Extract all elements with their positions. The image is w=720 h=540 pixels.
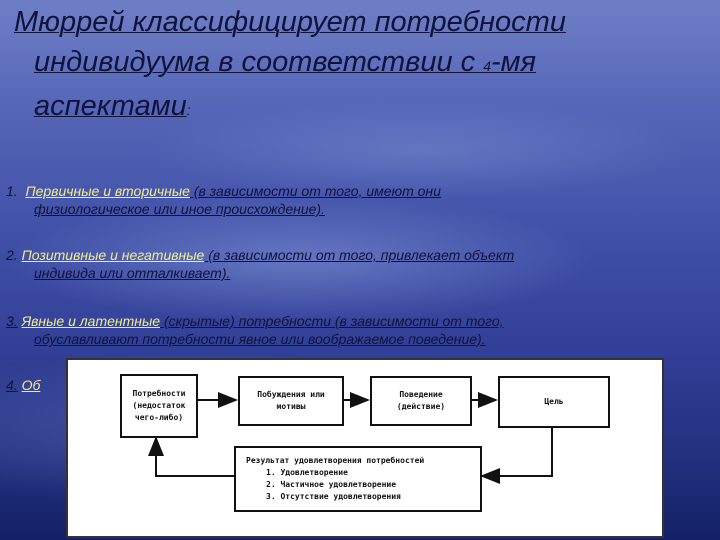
list-item-1: [6, 182, 706, 218]
item-number: 3.: [6, 313, 18, 329]
item-text-cont: физиологическое или иное происхождение).: [34, 201, 325, 217]
list-item-2: [6, 246, 706, 282]
item-key: Первичные и вторичные: [25, 183, 190, 199]
title-line-2-suffix: -мя: [491, 46, 537, 78]
title-number: 4: [483, 58, 491, 74]
motives-line-1: Побуждения или: [257, 390, 325, 399]
item-number: 2.: [6, 247, 18, 263]
title-colon: :: [186, 102, 191, 118]
item-number: 4.: [6, 377, 18, 393]
result-title: Результат удовлетворения потребностей: [246, 456, 425, 465]
motives-box: [238, 376, 344, 426]
result-item-3: 3. Отсутствие удовлетворения: [266, 492, 401, 501]
item-text: (скрытые) потребности (в зависимости от того,: [160, 313, 504, 329]
behavior-box: [370, 376, 472, 426]
item-number: 1.: [6, 183, 18, 199]
title-line-1: Мюррей классифицирует потребности: [14, 6, 566, 38]
item-key: Явные и латентные: [21, 313, 161, 329]
result-item-2: 2. Частичное удовлетворение: [266, 480, 397, 489]
arrow-goal-result: [482, 428, 552, 476]
needs-line-2: (недостаток: [132, 401, 186, 410]
behavior-line-2: (действие): [396, 402, 446, 411]
needs-box: [120, 374, 198, 438]
slide-title: [14, 2, 704, 130]
motives-line-2: мотивы: [276, 402, 306, 411]
needs-diagram: [66, 358, 664, 538]
needs-line-1: Потребности: [132, 389, 186, 398]
arrow-result-needs: [156, 438, 234, 476]
list-item-3: [6, 312, 706, 348]
result-box: [234, 446, 482, 512]
title-line-2: индивидуума в соответствии с: [34, 46, 484, 78]
item-text-cont: индивида или отталкивает).: [34, 265, 231, 281]
needs-line-3: чего-либо): [134, 413, 184, 422]
goal-label: Цель: [544, 397, 564, 406]
item-key: Oб: [21, 377, 41, 393]
item-text: (в зависимости от того, имеют они: [189, 183, 441, 199]
item-text-cont: обуславливают потребности явное или воображаемое поведение).: [34, 331, 486, 347]
goal-box: [498, 376, 610, 428]
behavior-line-1: Поведение: [399, 390, 443, 399]
result-item-1: 1. Удовлетворение: [266, 468, 348, 477]
item-text: (в зависимости от того, привлекает объект: [204, 247, 515, 263]
title-line-3: аспектами: [34, 90, 187, 122]
item-key: Позитивные и негативные: [21, 247, 205, 263]
